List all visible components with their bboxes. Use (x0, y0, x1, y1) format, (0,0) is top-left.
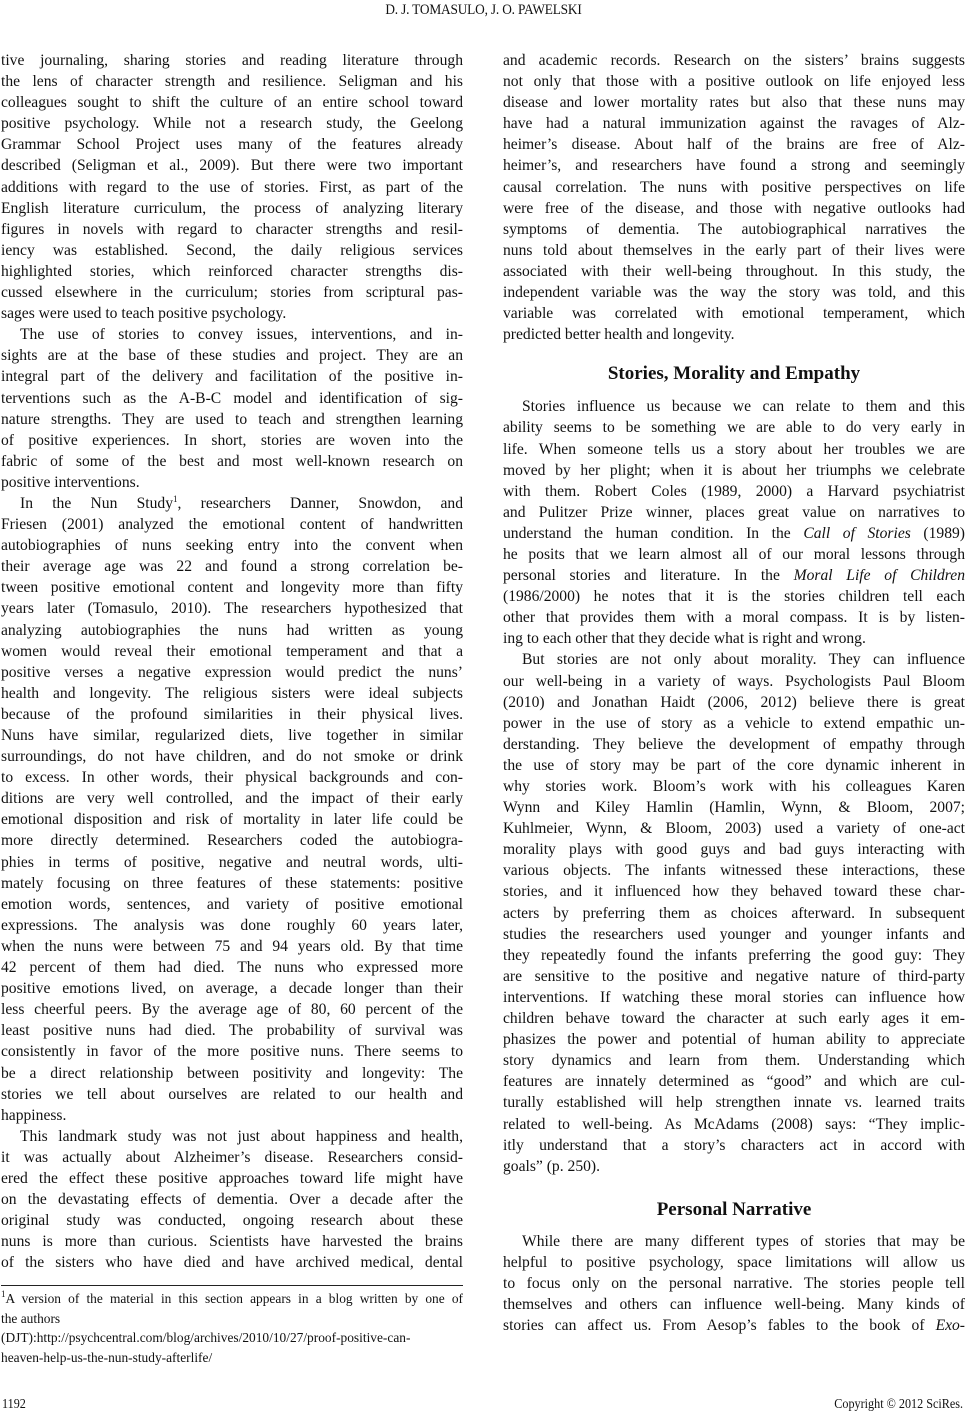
text-line: sages were used to teach positive psychology. (1, 305, 287, 323)
italic-title: Call of Stories (803, 524, 911, 542)
text-line: ered the effect these positive approaches toward life might have (1, 1169, 463, 1187)
text-line: itly understand that a story’s characters act in accord with (503, 1136, 965, 1154)
text-line: least positive nuns had died. The probability of survival was (1, 1022, 463, 1040)
text-line: with them. Robert Coles (1989, 2000) a Harvard psychiatrist (503, 482, 965, 500)
text-line: independent variable was the way the story was told, and this (503, 284, 965, 302)
text-line: derstanding. They believe the development of empathy through (503, 735, 965, 753)
text-line: studies the researchers used younger and younger infants and (503, 925, 965, 943)
text-line: nature strengths. They are used to teach and strengthen learning (1, 410, 463, 428)
text-line: because of the profound similarities in their physical lives. (1, 705, 463, 723)
text-line: interventions. If watching these moral stories can influence how (503, 988, 965, 1006)
text-line: and academic records. Research on the sisters’ brains suggests (503, 52, 965, 69)
text-line: nuns told about themselves in the early part of their lives were (503, 241, 965, 259)
text-line: expressions. The analysis was done roughly 60 years later, (1, 916, 463, 934)
text-line: analyzing autobiographies the nuns had written as young (1, 621, 463, 639)
text-line: the lens of character strength and resilience. Seligman and his (1, 73, 463, 91)
text-line: nuns is more than curious. Scientists have harvested the brains (1, 1233, 463, 1251)
text-line: our well-being in a variety of ways. Psychologists Paul Bloom (503, 672, 965, 690)
paragraph-block (503, 50, 965, 345)
text-line: story dynamics and learn from them. Understanding which (503, 1052, 965, 1070)
text-line: Grammar School Project uses many of the features already (1, 136, 463, 154)
paragraph-block (503, 396, 965, 1176)
text-line: they repeatedly found the infants preferring the good guy: They (503, 946, 965, 964)
text-line: to focus only on the personal narrative. The stories people tell (503, 1274, 965, 1292)
text-line: acters by preferring them as choices afterward. In subsequent (503, 904, 965, 922)
text-line: cussed elsewhere in the curriculum; stories from scriptural pas- (1, 284, 463, 302)
text-line: phies in terms of positive, negative and neutral words, ulti- (1, 853, 463, 871)
text-line: of positive experiences. In short, stories are woven into the (1, 431, 463, 449)
text-line: positive psychology. While not a research study, the Geelong (1, 115, 463, 133)
text-line: terventions such as the A-B-C model and identification of sig- (1, 389, 463, 407)
section-heading-stories-morality-empathy: Stories, Morality and Empathy (607, 363, 861, 385)
text-line: Nuns have similar, regularized diets, live together in similar (1, 727, 463, 744)
text-line: related to well-being. As McAdams (2008) says: “They implic- (503, 1115, 965, 1133)
text-line: surroundings, do not have children, and do not smoke or drink (1, 748, 463, 766)
text-line: on the devastating effects of dementia. Over a decade after the (1, 1191, 463, 1209)
text-line: other that provides them with a moral compass. It is by listen- (503, 609, 965, 627)
text-line: phasizes the power and potential of human ability to appreciate (503, 1031, 965, 1049)
text-line: mately focusing on three features of these statements: positive (1, 874, 463, 892)
text-line: more directly determined. Researchers coded the autobiogra- (1, 832, 463, 850)
text-line: personal stories and literature. In the Moral Life of Children (503, 567, 965, 585)
text-line: integral part of the delivery and facilitation of the positive in- (1, 368, 463, 386)
text-line: why stories work. Bloom’s work with his colleagues Karen (503, 778, 965, 795)
text-line: variable was correlated with emotional temperament, which (503, 305, 965, 323)
text-line: autobiographies of nuns seeking entry into the convent when (1, 537, 463, 555)
page-number: 1192 (2, 1396, 26, 1411)
text-line: their average age was 22 and found a strong correlation be- (1, 558, 463, 576)
footnote-marker: 1 (1, 1289, 6, 1299)
text-line: tween positive emotional content and longevity more than fifty (1, 579, 463, 597)
text-line: Kuhlmeier, Wynn, & Bloom, 2003) used a variety of one-act (503, 820, 965, 838)
text-line: additions with regard to the use of stories. First, as part of the (1, 178, 463, 196)
text-line: In the Nun Study$^1$, researchers Danner, Snowdon, and (20, 493, 463, 512)
text-line: goals” (p. 250). (503, 1157, 601, 1175)
text-line: it was actually about Alzheimer’s disease. Researchers consid- (1, 1148, 463, 1166)
right-column (503, 50, 965, 1336)
footnote (1, 1289, 463, 1367)
text-line: 42 percent of them had died. The nuns who expressed more (1, 959, 463, 977)
text-line: features are innately determined as “good” and which are cul- (503, 1073, 965, 1091)
copyright-notice: Copyright © 2012 SciRes. (834, 1396, 963, 1411)
text-line: consistently in favor of the more positive nuns. There seems to (1, 1043, 463, 1061)
text-line: ditions are very well controlled, and the impact of their early (1, 790, 463, 808)
text-line: This landmark study was not just about happiness and health, (20, 1127, 463, 1145)
text-line: While there are many different types of stories that may be (522, 1232, 965, 1250)
text-line: and Pulitzer Prize winner, places great value on narratives to (503, 503, 965, 521)
text-line: years later (Tomasulo, 2010). The researchers hypothesized that (1, 600, 463, 618)
text-line: predicted better health and longevity. (503, 326, 735, 344)
running-head: D. J. TOMASULO, J. O. PAWELSKI (385, 2, 582, 18)
text-line: he posits that we learn almost all of our moral lessons through (503, 545, 965, 563)
footnote-line: $^1$A version of the material in this section appears in a blog written by one of (1, 1289, 463, 1306)
text-line: symptoms of dementia. The autobiographical narratives the (503, 220, 965, 238)
text-line: heimer’s, and researchers have found a strong and seemingly (503, 157, 965, 175)
text-line: highlighted stories, which reinforced character strengths dis- (1, 262, 463, 280)
text-line: themselves and others can influence well-being. Many kinds of (503, 1296, 965, 1314)
footnote-url-line: heaven-help-us-the-nun-study-afterlife/ (1, 1349, 213, 1365)
footnote-divider (1, 1285, 463, 1286)
text-line: life. When someone tells us a story about her troubles we are (503, 440, 965, 458)
footnote-url-line: (DJT):http://psychcentral.com/blog/archives/2010/10/27/proof-positive-can- (1, 1330, 411, 1345)
text-line: iency was established. Second, the daily religious services (1, 241, 463, 259)
text-line: be a direct relationship between positivity and longevity: The (1, 1064, 463, 1082)
text-line: emotion words, sentences, and variety of positive emotional (1, 895, 463, 913)
text-line: when the nuns were between 75 and 94 years old. By that time (1, 937, 463, 955)
text-line: colleagues sought to shift the culture of an entire school toward (1, 94, 463, 112)
text-line: ability seems to be something we are able to do very early in (503, 419, 965, 437)
text-line: But stories are not only about morality. They can influence (522, 651, 965, 669)
text-line: Stories influence us because we can relate to them and this (522, 398, 965, 416)
text-line: sights are at the base of these studies and project. They are an (1, 347, 463, 365)
footnote-line: the authors (1, 1310, 61, 1326)
text-line: are sensitive to the positive and negative nature of third-party (503, 967, 965, 985)
text-line: associated with their well-being throughout. In this study, the (503, 262, 965, 280)
italic-title: Moral Life of Children (793, 567, 965, 585)
paragraph-block (503, 1231, 965, 1336)
text-line: ing to each other that they decide what is right and wrong. (503, 630, 866, 648)
text-line: health and longevity. The religious sisters were ideal subjects (1, 684, 463, 702)
text-line: have had a natural immunization against the ravages of Alz- (503, 115, 965, 133)
text-line: (1986/2000) he notes that it is the stories children tell each (503, 588, 965, 606)
text-line: tive journaling, sharing stories and reading literature through (1, 52, 463, 69)
text-line: children behave toward the character at such early ages it em- (503, 1010, 965, 1028)
text-line: turally established will help strengthen innate vs. learned traits (503, 1094, 965, 1112)
text-line: positive verses a negative expression would predict the nuns’ (1, 663, 463, 681)
text-line: disease and lower mortality rates but also that these nuns may (503, 94, 965, 112)
text-line: original study was conducted, ongoing research about these (1, 1212, 463, 1230)
text-line: stories, and it influenced how they behaved toward these char- (503, 883, 965, 901)
text-line: various objects. The infants witnessed these interactions, these (503, 862, 965, 880)
text-line: less cheerful peers. By the average age of 80, 60 percent of the (1, 1001, 463, 1019)
text-line: power in the use of story as a vehicle to extend empathic un- (503, 714, 965, 732)
text-line: (2010) and Jonathan Haidt (2006, 2012) believe there is great (503, 693, 965, 711)
text-line: understand the human condition. In the Call of Stories (1989) (503, 524, 965, 542)
text-line: positive emotions lived, on average, a decade longer than their (1, 980, 463, 998)
text-line: women would reveal their emotional temperament and that a (1, 642, 463, 660)
text-line: stories can affect us. From Aesop’s fables to the book of Exo- (503, 1317, 965, 1335)
text-line: positive interventions. (1, 473, 140, 491)
text-line: described (Seligman et al., 2009). But there were two important (1, 157, 463, 175)
text-line: figures in novels with regard to character strengths and resil- (1, 220, 463, 238)
text-line: were free of the disease, and those with negative outlooks had (503, 199, 965, 217)
text-line: causal correlation. The nuns with positive perspectives on life (503, 178, 965, 196)
text-line: emotional disposition and risk of mortality in later life could be (1, 811, 463, 829)
text-line: not only that those with a positive outlook on life enjoyed less (503, 73, 965, 91)
text-line: morality plays with good guys and bad guys interacting with (503, 841, 965, 859)
text-line: moved by her plight; when it is about her triumphs we celebrate (503, 461, 965, 479)
text-line: stories we tell about ourselves are related to our health and (1, 1085, 463, 1103)
footnote-ref[interactable]: 1 (173, 493, 178, 504)
text-line: The use of stories to convey issues, interventions, and in- (20, 326, 463, 344)
text-line: happiness. (1, 1106, 67, 1124)
text-line: Friesen (2001) analyzed the emotional content of handwritten (1, 516, 463, 534)
text-line: the use of story may be part of the core dynamic inherent in (503, 756, 965, 774)
italic-title: Exo- (935, 1317, 965, 1335)
text-line: heimer’s disease. About half of the brains are free of Alz- (503, 136, 965, 154)
text-line: helpful to positive psychology, space limitations will allow us (503, 1253, 965, 1271)
text-line: fabric of some of the best and most well-known research on (1, 452, 463, 470)
text-line: of the sisters who have died and have archived medical, dental (1, 1254, 463, 1272)
left-column (1, 50, 463, 1273)
text-line: Wynn and Kiley Hamlin (Hamlin, Wynn, & Bloom, 2007; (503, 799, 965, 817)
section-heading-personal-narrative: Personal Narrative (656, 1198, 812, 1220)
text-line: to excess. In other words, their physical backgrounds and con- (1, 769, 463, 787)
text-line: English literature curriculum, the process of analyzing literary (1, 199, 463, 217)
